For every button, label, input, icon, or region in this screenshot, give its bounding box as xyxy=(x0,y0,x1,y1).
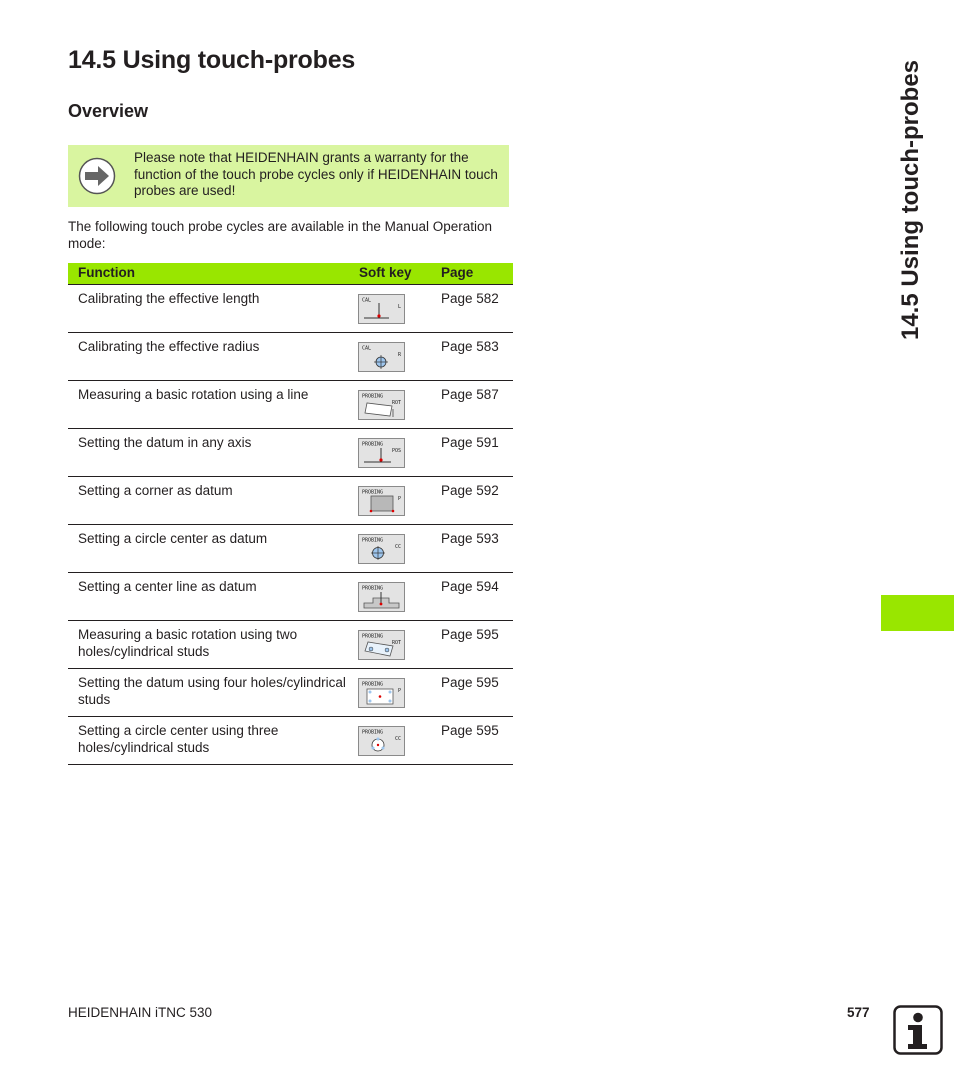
chapter-tab xyxy=(881,595,954,631)
softkey-icon xyxy=(358,630,405,660)
table-row xyxy=(68,333,513,381)
touch-probe-cycles-table xyxy=(68,263,513,765)
page-cell: Page 595 xyxy=(441,627,499,642)
note-text: Please note that HEIDENHAIN grants a warranty for the function of the touch probe cycles only if HEIDENHAIN touch probes are used! xyxy=(134,150,498,198)
softkey-side-label: R xyxy=(397,352,401,358)
function-cell: Setting the datum using four holes/cylindrical studs xyxy=(78,675,346,707)
softkey-side-label: CC xyxy=(394,736,401,742)
softkey-top-label: CAL xyxy=(362,345,372,352)
intro-paragraph: The following touch probe cycles are available in the Manual Operation mode: xyxy=(68,219,492,251)
page-cell: Page 595 xyxy=(441,675,499,690)
page-cell: Page 582 xyxy=(441,291,499,306)
softkey-side-label: CC xyxy=(394,544,401,550)
function-cell: Setting a circle center as datum xyxy=(78,531,268,546)
softkey-side-label: POS xyxy=(391,448,401,454)
side-chapter-title: 14.5 Using touch-probes xyxy=(897,59,924,341)
softkey-icon xyxy=(358,534,405,564)
softkey-top-label: PROBING xyxy=(362,585,384,592)
softkey-top-label: PROBING xyxy=(362,633,384,640)
function-cell: Setting a circle center using three holes/cylindrical studs xyxy=(78,723,279,755)
table-header xyxy=(68,263,513,285)
table-row xyxy=(68,381,513,429)
table-row xyxy=(68,573,513,621)
footer-product: HEIDENHAIN iTNC 530 xyxy=(68,1005,213,1020)
softkey-top-label: PROBING xyxy=(362,393,384,400)
table-row xyxy=(68,429,513,477)
header-page: Page xyxy=(441,265,474,280)
softkey-icon xyxy=(358,486,405,516)
softkey-icon xyxy=(358,582,405,612)
page-cell: Page 591 xyxy=(441,435,499,450)
info-icon xyxy=(893,1005,943,1055)
page-cell: Page 592 xyxy=(441,483,499,498)
table-row xyxy=(68,477,513,525)
header-softkey: Soft key xyxy=(359,265,412,280)
page-cell: Page 595 xyxy=(441,723,499,738)
table-row xyxy=(68,717,513,765)
softkey-side-label: ROT xyxy=(391,400,401,406)
table-row xyxy=(68,669,513,717)
softkey-icon xyxy=(358,438,405,468)
function-cell: Setting a corner as datum xyxy=(78,483,233,498)
page-cell: Page 583 xyxy=(441,339,499,354)
note-box xyxy=(68,145,509,207)
softkey-top-label: PROBING xyxy=(362,729,384,736)
page-title: 14.5 Using touch-probes xyxy=(68,46,356,74)
function-cell: Measuring a basic rotation using two holes/cylindrical studs xyxy=(78,627,298,659)
header-function: Function xyxy=(78,265,135,280)
function-cell: Measuring a basic rotation using a line xyxy=(78,387,309,402)
softkey-icon xyxy=(358,342,405,372)
softkey-side-label: P xyxy=(397,688,401,694)
table-row xyxy=(68,525,513,573)
page-cell: Page 593 xyxy=(441,531,499,546)
table-body xyxy=(68,285,513,765)
table-row xyxy=(68,285,513,333)
function-cell: Calibrating the effective length xyxy=(78,291,260,306)
softkey-icon xyxy=(358,390,405,420)
table-row xyxy=(68,621,513,669)
section-title: Overview xyxy=(68,101,149,121)
function-cell: Setting a center line as datum xyxy=(78,579,257,594)
softkey-top-label: PROBING xyxy=(362,441,384,448)
function-cell: Setting the datum in any axis xyxy=(78,435,252,450)
function-cell: Calibrating the effective radius xyxy=(78,339,260,354)
softkey-icon xyxy=(358,678,405,708)
softkey-side-label: P xyxy=(397,496,401,502)
softkey-top-label: PROBING xyxy=(362,537,384,544)
arrow-right-icon xyxy=(78,157,116,195)
softkey-side-label: L xyxy=(397,304,401,310)
softkey-top-label: PROBING xyxy=(362,489,384,496)
page-cell: Page 594 xyxy=(441,579,499,594)
page-cell: Page 587 xyxy=(441,387,499,402)
softkey-icon xyxy=(358,726,405,756)
softkey-side-label: ROT xyxy=(391,640,401,646)
softkey-icon xyxy=(358,294,405,324)
softkey-top-label: PROBING xyxy=(362,681,384,688)
page-number: 577 xyxy=(847,1005,870,1020)
softkey-top-label: CAL xyxy=(362,297,372,304)
